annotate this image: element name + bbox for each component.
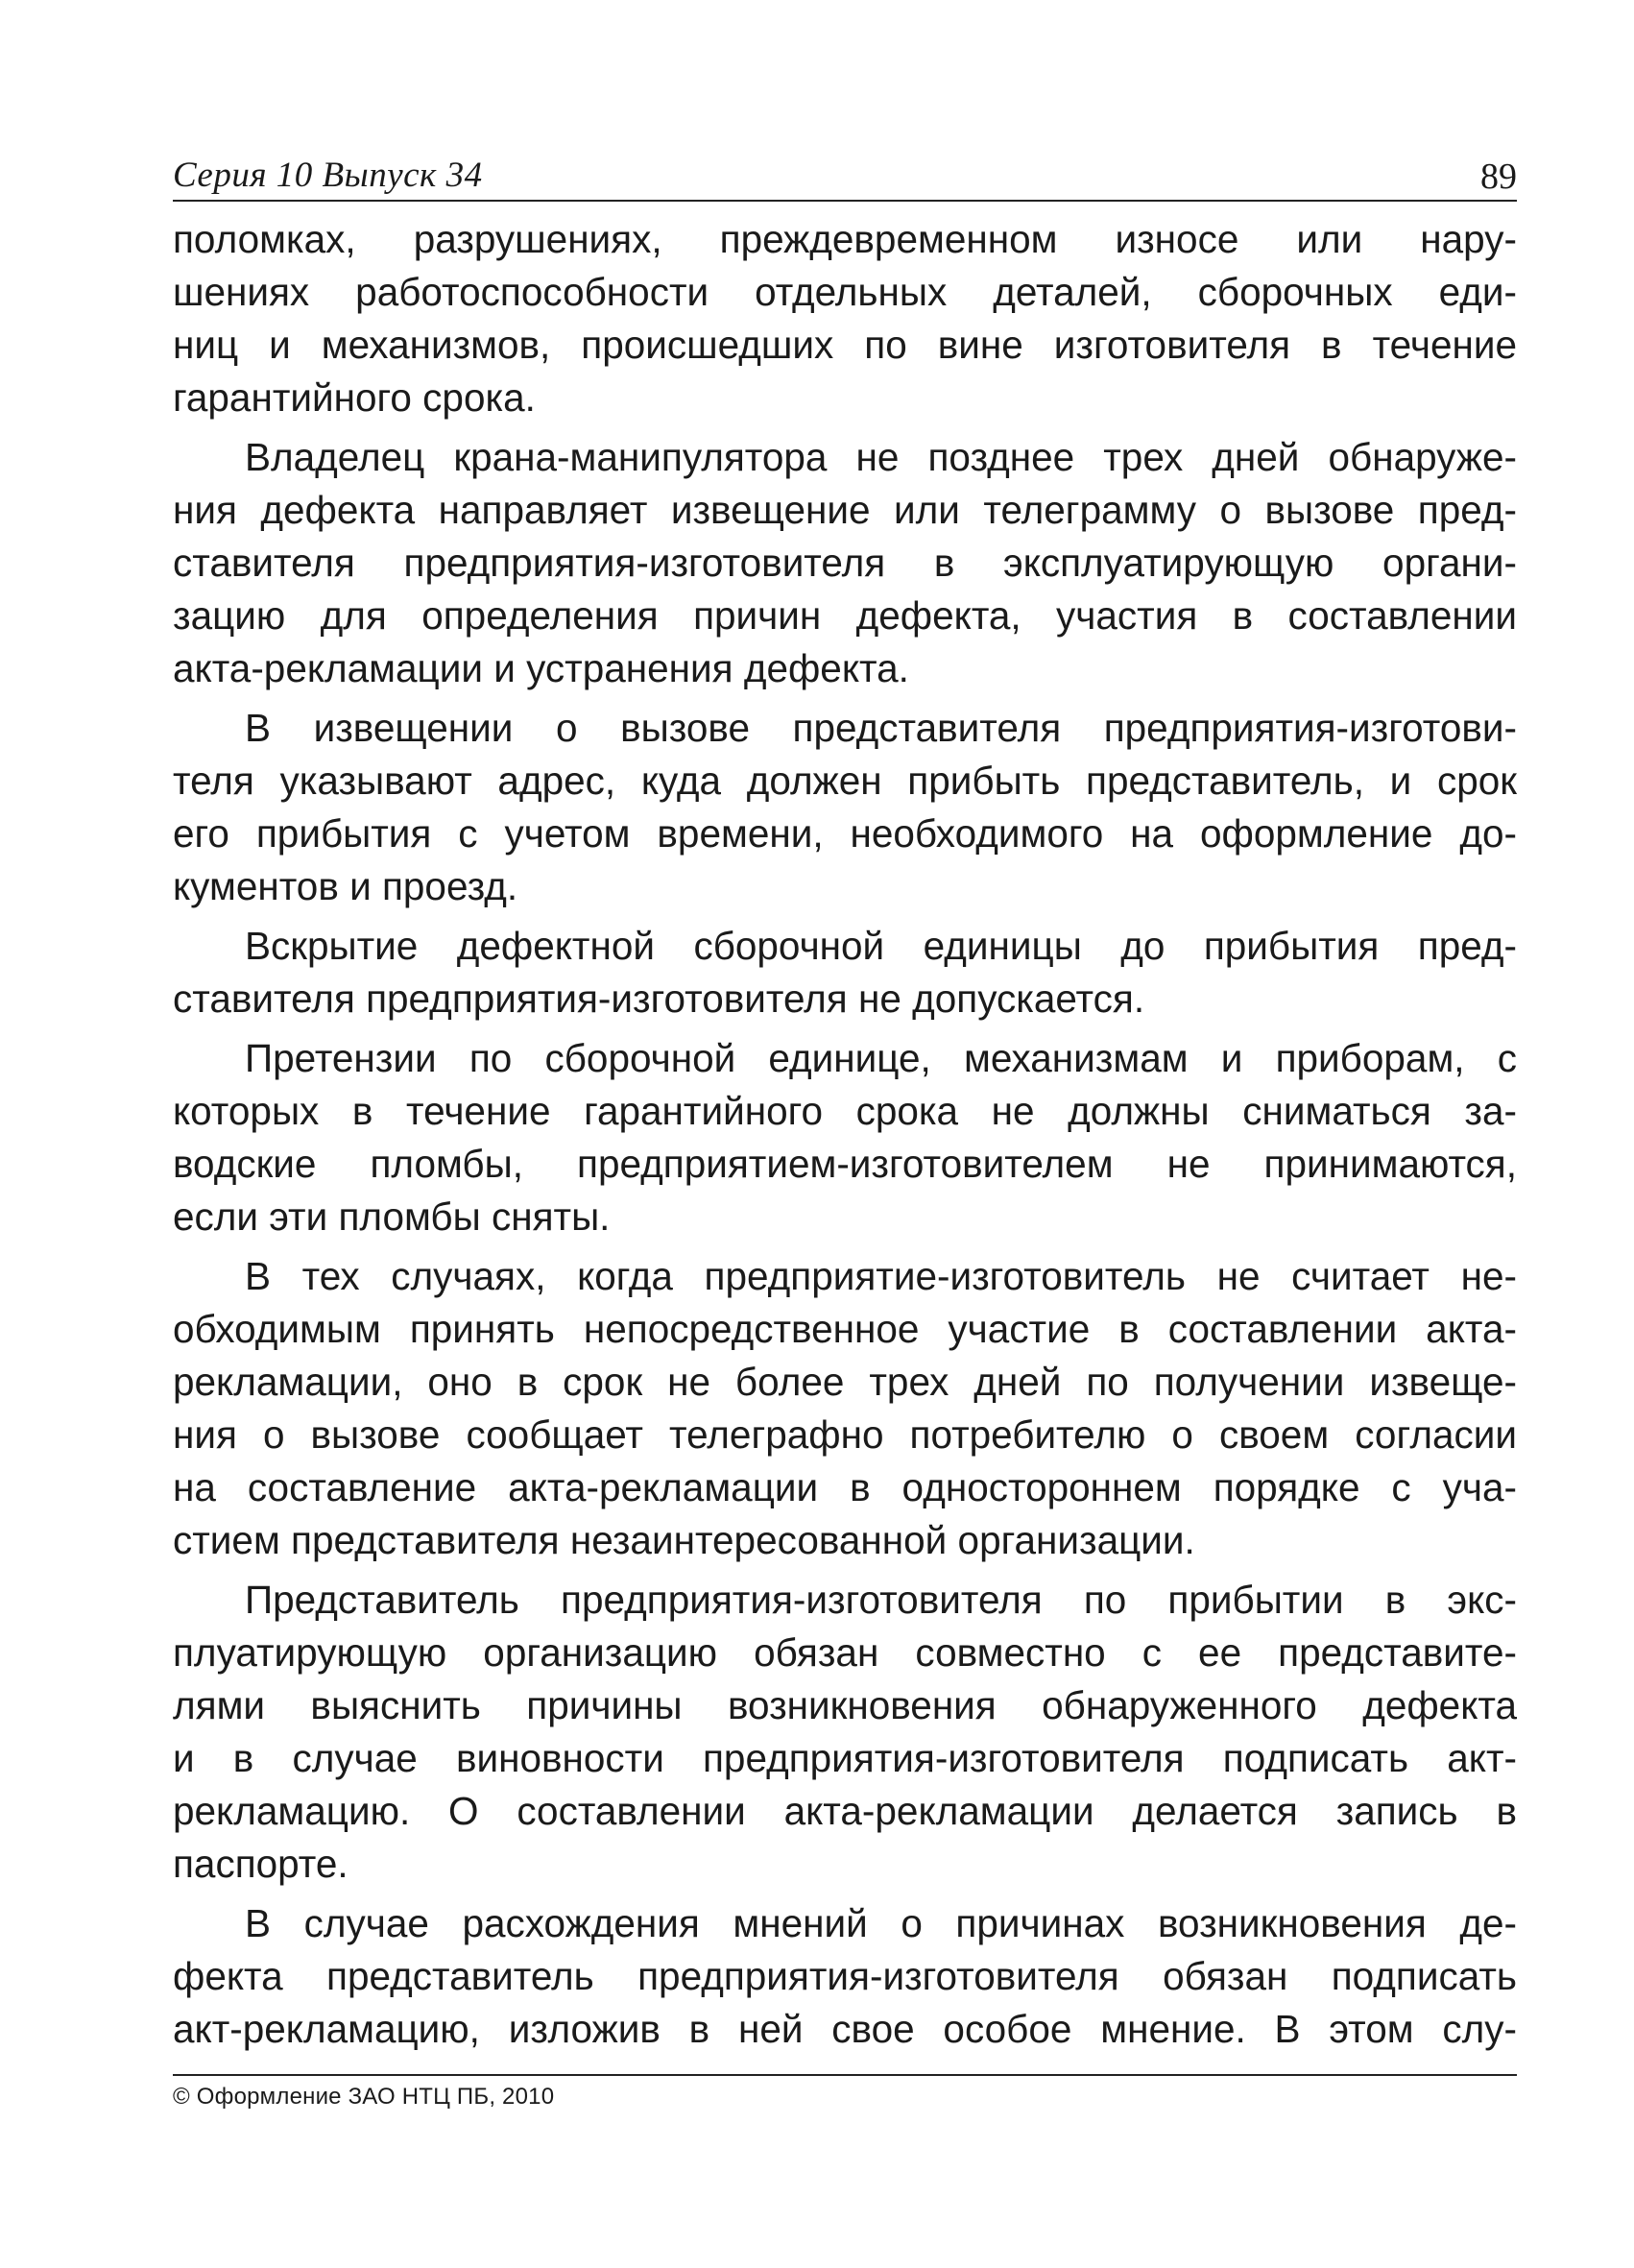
- text-line: В случае расхождения мнений о причинах возникновения де-: [245, 1901, 1517, 1945]
- text-line: ставителя предприятия-изготовителя не допускается.: [173, 977, 1145, 1021]
- text-line: В тех случаях, когда предприятие-изготовитель не считает не-: [245, 1254, 1517, 1298]
- text-line: Владелец крана-манипулятора не позднее трех дней обнаруже-: [245, 435, 1517, 479]
- text-line: теля указывают адрес, куда должен прибыть представитель, и срок: [173, 759, 1517, 803]
- text-line: поломках, разрушениях, преждевременном износе или нару-: [173, 217, 1517, 261]
- text-line: водские пломбы, предприятием-изготовителем не принимаются,: [173, 1142, 1517, 1186]
- copyright-footer: © Оформление ЗАО НТЦ ПБ, 2010: [173, 2074, 1517, 2111]
- text-line: на составление акта-рекламации в одностороннем порядке с уча-: [173, 1465, 1517, 1509]
- text-line: В извещении о вызове представителя предприятия-изготови-: [245, 706, 1517, 750]
- paragraph-gap: [173, 1025, 1517, 1032]
- text-line: гарантийного срока.: [173, 375, 536, 420]
- text-line: шениях работоспособности отдельных деталей, сборочных еди-: [173, 270, 1517, 314]
- text-line: его прибытия с учетом времени, необходимого на оформление до-: [173, 811, 1517, 856]
- text-line: и в случае виновности предприятия-изготовителя подписать акт-: [173, 1736, 1517, 1780]
- document-page: [173, 144, 1517, 2132]
- text-line: зацию для определения причин дефекта, участия в составлении: [173, 593, 1517, 638]
- paragraph-gap: [173, 695, 1517, 702]
- text-line: ния о вызове сообщает телеграфно потребителю о своем согласии: [173, 1412, 1517, 1457]
- text-line: акт-рекламацию, изложив в ней свое особое мнение. В этом слу-: [173, 2007, 1517, 2051]
- paragraph: [173, 920, 1517, 1025]
- text-line: которых в течение гарантийного срока не должны сниматься за-: [173, 1089, 1517, 1133]
- paragraph: [173, 702, 1517, 913]
- running-header: [173, 144, 1517, 202]
- text-line: ставителя предприятия-изготовителя в эксплуатирующую органи-: [173, 541, 1517, 585]
- text-line: если эти пломбы сняты.: [173, 1194, 611, 1239]
- body-text: [173, 213, 1517, 2056]
- text-line: лями выяснить причины возникновения обнаруженного дефекта: [173, 1683, 1517, 1727]
- text-line: акта-рекламации и устранения дефекта.: [173, 646, 909, 690]
- text-line: плуатирующую организацию обязан совместно с ее представите-: [173, 1630, 1517, 1675]
- text-line: ния дефекта направляет извещение или телеграмму о вызове пред-: [173, 488, 1517, 532]
- text-line: паспорте.: [173, 1842, 348, 1886]
- page-number: 89: [1480, 157, 1517, 197]
- paragraph-gap: [173, 424, 1517, 431]
- text-line: кументов и проезд.: [173, 864, 518, 908]
- paragraph-gap: [173, 1243, 1517, 1250]
- series-title: Серия 10 Выпуск 34: [173, 156, 483, 195]
- paragraph: [173, 1250, 1517, 1567]
- paragraph: [173, 1574, 1517, 1891]
- text-line: рекламацию. О составлении акта-рекламации делается запись в: [173, 1789, 1517, 1833]
- paragraph: [173, 1032, 1517, 1243]
- text-line: стием представителя незаинтересованной организации.: [173, 1518, 1195, 1562]
- paragraph: [173, 431, 1517, 695]
- paragraph: [173, 1897, 1517, 2056]
- text-line: рекламации, оно в срок не более трех дней по получении извеще-: [173, 1360, 1517, 1404]
- text-line: Претензии по сборочной единице, механизмам и приборам, с: [245, 1036, 1517, 1080]
- text-line: обходимым принять непосредственное участие в составлении акта-: [173, 1307, 1517, 1351]
- text-line: Представитель предприятия-изготовителя по прибытии в экс-: [245, 1578, 1517, 1622]
- paragraph: [173, 213, 1517, 424]
- paragraph-gap: [173, 913, 1517, 920]
- text-line: Вскрытие дефектной сборочной единицы до прибытия пред-: [245, 924, 1517, 968]
- paragraph-gap: [173, 1891, 1517, 1897]
- text-line: ниц и механизмов, происшедших по вине изготовителя в течение: [173, 323, 1517, 367]
- paragraph-gap: [173, 1567, 1517, 1574]
- text-line: фекта представитель предприятия-изготовителя обязан подписать: [173, 1954, 1517, 1998]
